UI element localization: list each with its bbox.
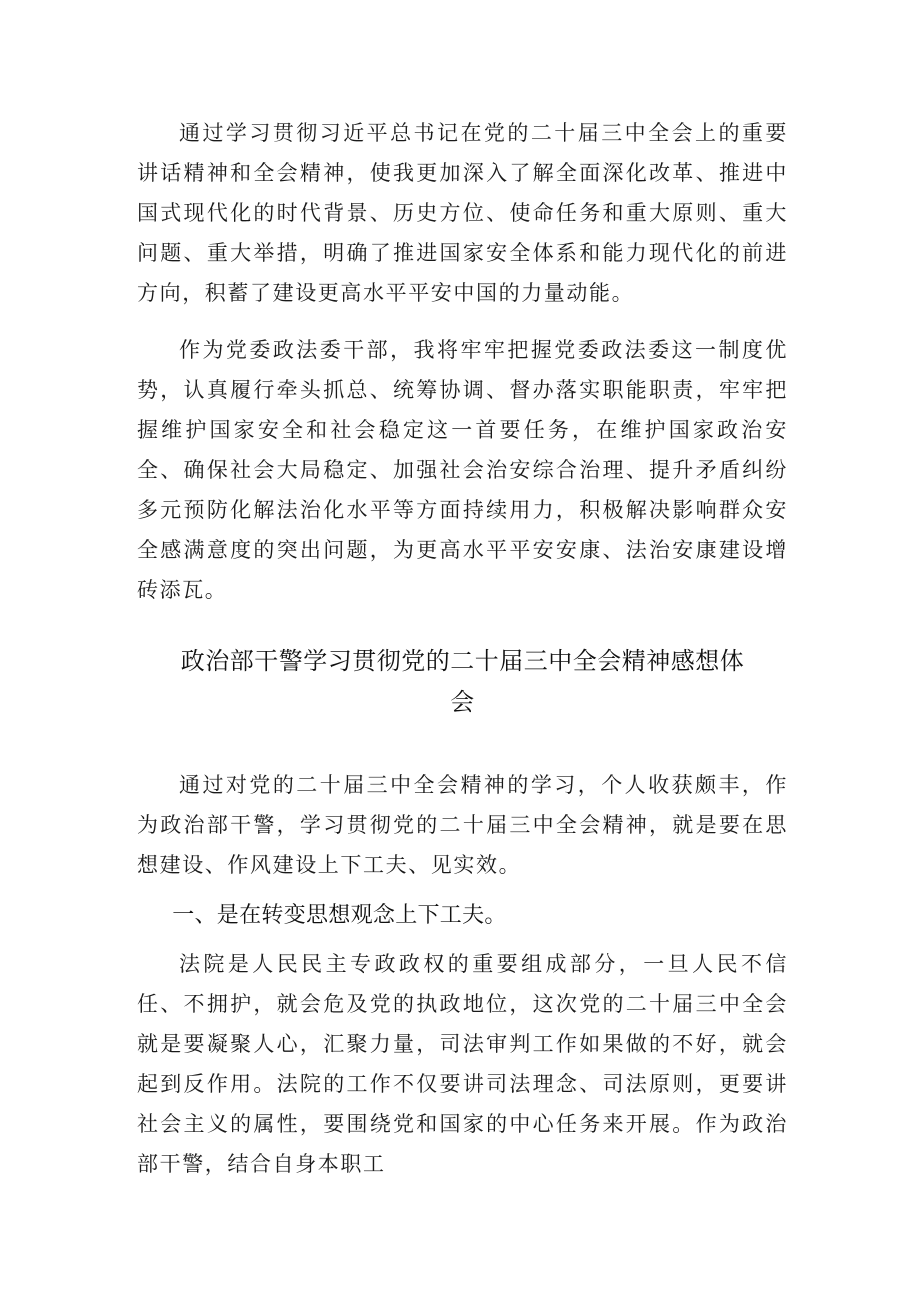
body-paragraph: 通过对党的二十届三中全会精神的学习，个人收获颇丰，作为政治部干警，学习贯彻党的二十届三中全会精神，就是要在思想建设、作风建设上下工夫、见实效。 — [137, 773, 788, 877]
subheading: 一、是在转变思想观念上下工夫。 — [172, 903, 507, 928]
section-title: 政治部干警学习贯彻党的二十届三中全会精神感想体 — [180, 647, 745, 675]
section-title-continued: 会 — [450, 688, 475, 716]
body-paragraph: 作为党委政法委干部，我将牢牢把握党委政法委这一制度优势，认真履行牵头抓总、统筹协调、督办落实职能职责，牢牢把握维护国家安全和社会稳定这一首要任务，在维护国家政治安全、确保社会大局稳定、加强社会治安综合治理、提升矛盾纠纷多元预防化解法治化水平等方面持续用力，积极解决影响群众安全感满意度的突出问题，为更高水平平安安康、法治安康建设增砖添瓦。 — [137, 338, 788, 602]
body-paragraph: 通过学习贯彻习近平总书记在党的二十届三中全会上的重要讲话精神和全会精神，使我更加深入了解全面深化改革、推进中国式现代化的时代背景、历史方位、使命任务和重大原则、重大问题、重大举措，明确了推进国家安全体系和能力现代化的前进方向，积蓄了建设更高水平平安中国的力量动能。 — [137, 121, 788, 305]
body-paragraph: 法院是人民民主专政政权的重要组成部分，一旦人民不信任、不拥护，就会危及党的执政地位，这次党的二十届三中全会就是要凝聚人心，汇聚力量，司法审判工作如果做的不好，就会起到反作用。法院的工作不仅要讲司法理念、司法原则，更要讲社会主义的属性，要围绕党和国家的中心任务来开展。作为政治部干警，结合自身本职工 — [137, 952, 788, 1176]
